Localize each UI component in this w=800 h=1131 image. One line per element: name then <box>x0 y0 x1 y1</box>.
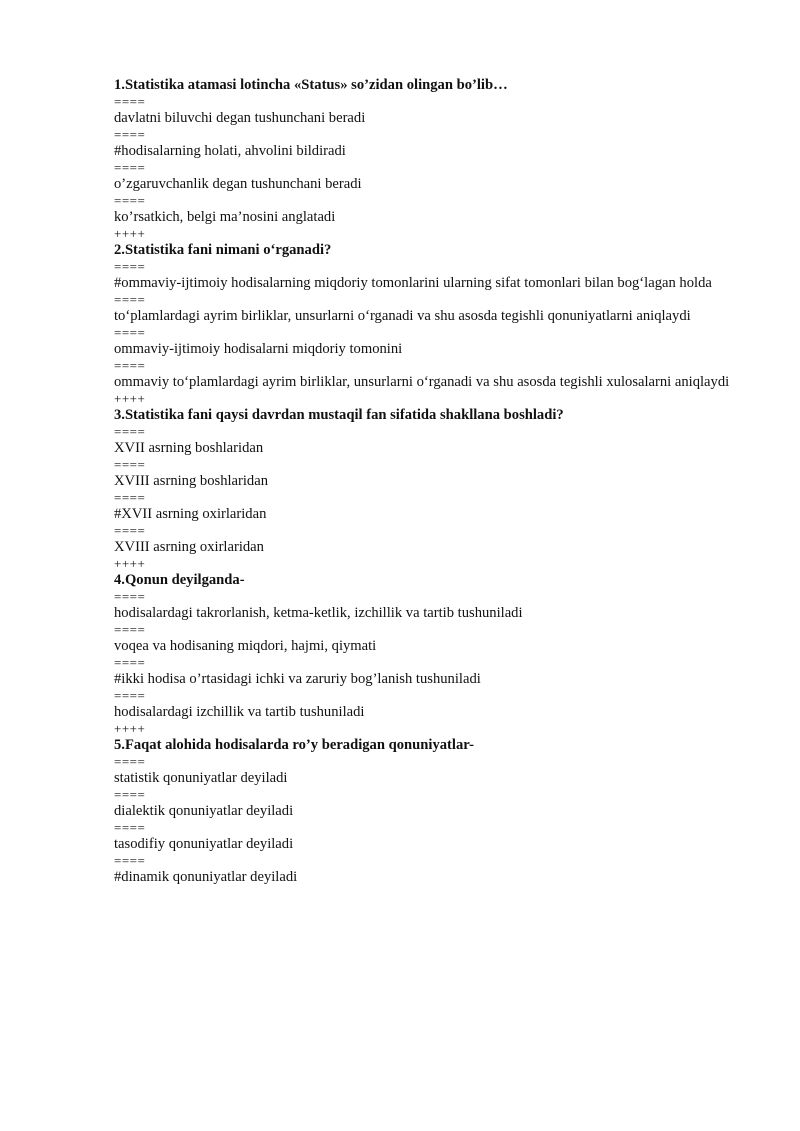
question-end-marker: ++++ <box>114 556 146 571</box>
option-separator: ==== <box>114 655 146 670</box>
answer-option: XVII asrning boshlaridan <box>114 440 264 456</box>
answer-option: tasodifiy qonuniyatlar deyiladi <box>114 836 294 852</box>
option-separator: ==== <box>114 688 146 703</box>
question-title: 4.Qonun deyilganda- <box>114 572 245 588</box>
answer-option: hodisalardagi izchillik va tartib tushuniladi <box>114 704 365 720</box>
option-separator: ==== <box>114 358 146 373</box>
option-separator: ==== <box>114 292 146 307</box>
answer-option: XVIII asrning boshlaridan <box>114 473 269 489</box>
option-separator: ==== <box>114 523 146 538</box>
question-end-marker: ++++ <box>114 721 146 736</box>
answer-option: dialektik qonuniyatlar deyiladi <box>114 803 294 819</box>
document-page <box>114 76 742 887</box>
answer-option: #ommaviy-ijtimoiy hodisalarning miqdoriy tomonlarini ularning sifat tomonlari bilan bog‘lagan holda <box>114 275 712 291</box>
option-separator: ==== <box>114 193 146 208</box>
option-separator: ==== <box>114 490 146 505</box>
option-separator: ==== <box>114 622 146 637</box>
answer-option: statistik qonuniyatlar deyiladi <box>114 770 288 786</box>
question-title: 3.Statistika fani qaysi davrdan mustaqil fan sifatida shakllana boshladi? <box>114 407 564 423</box>
answer-option: ko’rsatkich, belgi ma’nosini anglatadi <box>114 209 336 225</box>
option-separator: ==== <box>114 787 146 802</box>
option-separator: ==== <box>114 754 146 769</box>
option-separator: ==== <box>114 589 146 604</box>
option-separator: ==== <box>114 457 146 472</box>
option-separator: ==== <box>114 94 146 109</box>
option-separator: ==== <box>114 325 146 340</box>
answer-option: #dinamik qonuniyatlar deyiladi <box>114 869 298 885</box>
option-separator: ==== <box>114 853 146 868</box>
option-separator: ==== <box>114 160 146 175</box>
question-title: 5.Faqat alohida hodisalarda ro’y beradigan qonuniyatlar- <box>114 737 475 753</box>
question-title: 2.Statistika fani nimani o‘rganadi? <box>114 242 332 258</box>
answer-option: voqea va hodisaning miqdori, hajmi, qiymati <box>114 638 377 654</box>
question-end-marker: ++++ <box>114 391 146 406</box>
answer-option: o’zgaruvchanlik degan tushunchani beradi <box>114 176 362 192</box>
answer-option: ommaviy to‘plamlardagi ayrim birliklar, unsurlarni o‘rganadi va shu asosda tegishli xulosalarni aniqlaydi <box>114 374 730 390</box>
answer-option: #XVII asrning oxirlaridan <box>114 506 267 522</box>
question-title: 1.Statistika atamasi lotincha «Status» so’zidan olingan bo’lib… <box>114 77 508 93</box>
option-separator: ==== <box>114 259 146 274</box>
answer-option: to‘plamlardagi ayrim birliklar, unsurlarni o‘rganadi va shu asosda tegishli qonuniyatlarni aniqlaydi <box>114 308 691 324</box>
answer-option: davlatni biluvchi degan tushunchani beradi <box>114 110 366 126</box>
answer-option: #hodisalarning holati, ahvolini bildiradi <box>114 143 346 159</box>
answer-option: #ikki hodisa o’rtasidagi ichki va zaruriy bog’lanish tushuniladi <box>114 671 481 687</box>
answer-option: ommaviy-ijtimoiy hodisalarni miqdoriy tomonini <box>114 341 403 357</box>
option-separator: ==== <box>114 424 146 439</box>
answer-option: XVIII asrning oxirlaridan <box>114 539 264 555</box>
answer-option: hodisalardagi takrorlanish, ketma-ketlik, izchillik va tartib tushuniladi <box>114 605 523 621</box>
question-end-marker: ++++ <box>114 226 146 241</box>
option-separator: ==== <box>114 127 146 142</box>
option-separator: ==== <box>114 820 146 835</box>
